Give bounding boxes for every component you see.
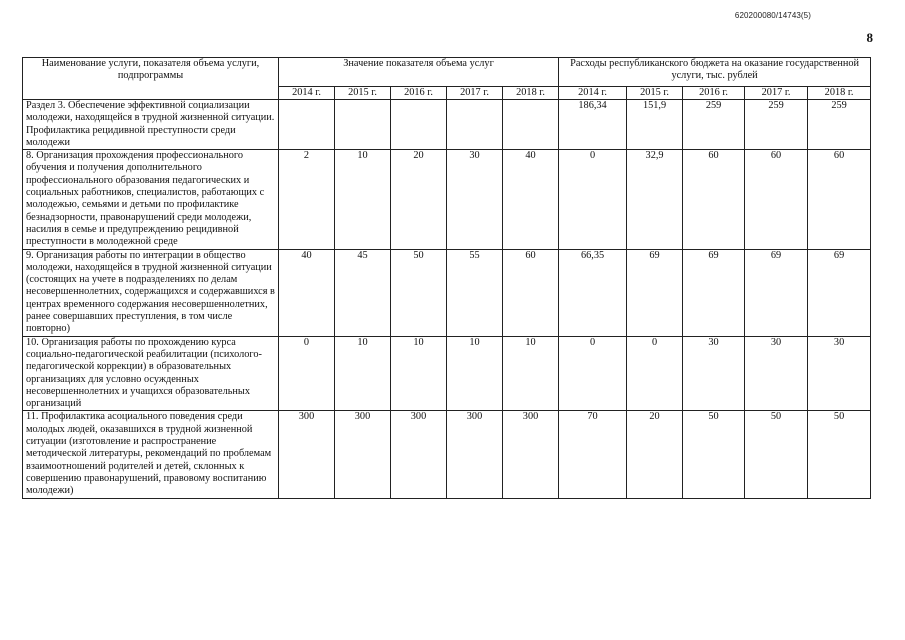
volume-year-2015: 2015 г. [335, 87, 391, 100]
budget-year-2014: 2014 г. [559, 87, 627, 100]
volume-cell: 20 [391, 150, 447, 249]
budget-cell: 66,35 [559, 249, 627, 336]
volume-cell: 55 [447, 249, 503, 336]
budget-year-2018: 2018 г. [808, 87, 871, 100]
volume-cell: 40 [279, 249, 335, 336]
volume-cell: 300 [447, 411, 503, 498]
volume-cell: 45 [335, 249, 391, 336]
row-name: Раздел 3. Обеспечение эффективной социализации молодежи, находящейся в трудной жизненной ситуации. Профилактика рецидивной преступности среди молодежи [23, 100, 279, 150]
budget-cell: 50 [745, 411, 808, 498]
volume-cell: 300 [279, 411, 335, 498]
volume-cell: 60 [503, 249, 559, 336]
volume-year-2017: 2017 г. [447, 87, 503, 100]
document-code: 620200080/14743(5) [734, 11, 811, 20]
budget-cell: 60 [745, 150, 808, 249]
budget-cell: 259 [808, 100, 871, 150]
row-name: 11. Профилактика асоциального поведения среди молодых людей, оказавшихся в трудной жизненной ситуации (изготовление и распространение методической литературы, рекомендаций по проблемам взаимоотношений родителей и детей, склонных к совершению правонарушений, правовому воспитанию молодежи) [23, 411, 279, 498]
row-name: 8. Организация прохождения профессионального обучения и получения дополнительного профессионального образования педагогических и социальных работников, специалистов, работающих с молодежью, семьями и детьми по профилактике безнадзорности, правонарушений среди молодежи, насилия в семье и предупреждению рецидивной преступности в молодежной среде [23, 150, 279, 249]
volume-cell [447, 100, 503, 150]
volume-cell: 50 [391, 249, 447, 336]
volume-cell: 300 [503, 411, 559, 498]
volume-cell: 10 [335, 150, 391, 249]
budget-cell: 70 [559, 411, 627, 498]
budget-cell: 30 [745, 336, 808, 411]
budget-cell: 32,9 [627, 150, 683, 249]
budget-cell: 60 [808, 150, 871, 249]
service-name-header: Наименование услуги, показателя объема услуги, подпрограммы [23, 58, 279, 100]
budget-cell: 30 [808, 336, 871, 411]
table-row-item-8 [23, 150, 871, 249]
volume-header: Значение показателя объема услуг [279, 58, 559, 87]
row-name: 10. Организация работы по прохождению курса социально-педагогической реабилитации (психолого-педагогической коррекции) в образовательных организациях для условно осужденных несовершеннолетних и учащихся образовательных организаций [23, 336, 279, 411]
row-name: 9. Организация работы по интеграции в общество молодежи, находящейся в трудной жизненной ситуации (состоящих на учете в подразделениях по делам несовершеннолетних, содержащихся и содержавшихся в центрах временного содержания несовершеннолетних, ранее совершавших преступления, в том числе повторно) [23, 249, 279, 336]
volume-cell: 40 [503, 150, 559, 249]
volume-year-2018: 2018 г. [503, 87, 559, 100]
table-row-item-11 [23, 411, 871, 498]
budget-cell: 0 [559, 336, 627, 411]
budget-year-2016: 2016 г. [683, 87, 745, 100]
volume-year-2016: 2016 г. [391, 87, 447, 100]
volume-cell: 10 [503, 336, 559, 411]
volume-cell: 300 [335, 411, 391, 498]
table-row-section-3 [23, 100, 871, 150]
budget-cell: 60 [683, 150, 745, 249]
services-budget-table [22, 57, 871, 499]
volume-cell: 0 [279, 336, 335, 411]
budget-cell: 69 [683, 249, 745, 336]
table-row-item-10 [23, 336, 871, 411]
volume-cell: 10 [335, 336, 391, 411]
budget-cell: 30 [683, 336, 745, 411]
volume-cell [335, 100, 391, 150]
volume-cell [279, 100, 335, 150]
volume-cell: 2 [279, 150, 335, 249]
volume-year-2014: 2014 г. [279, 87, 335, 100]
page-number: 8 [866, 30, 873, 45]
budget-cell: 0 [627, 336, 683, 411]
volume-cell: 30 [447, 150, 503, 249]
budget-cell: 259 [745, 100, 808, 150]
volume-cell [391, 100, 447, 150]
budget-cell: 69 [745, 249, 808, 336]
budget-cell: 50 [808, 411, 871, 498]
budget-year-2017: 2017 г. [745, 87, 808, 100]
budget-cell: 69 [808, 249, 871, 336]
budget-cell: 186,34 [559, 100, 627, 150]
budget-header: Расходы республиканского бюджета на оказание государственной услуги, тыс. рублей [559, 58, 871, 87]
budget-cell: 69 [627, 249, 683, 336]
volume-cell [503, 100, 559, 150]
table-row-item-9 [23, 249, 871, 336]
budget-cell: 0 [559, 150, 627, 249]
volume-cell: 10 [391, 336, 447, 411]
volume-cell: 10 [447, 336, 503, 411]
budget-cell: 259 [683, 100, 745, 150]
budget-cell: 151,9 [627, 100, 683, 150]
volume-cell: 300 [391, 411, 447, 498]
budget-year-2015: 2015 г. [627, 87, 683, 100]
budget-cell: 50 [683, 411, 745, 498]
budget-cell: 20 [627, 411, 683, 498]
